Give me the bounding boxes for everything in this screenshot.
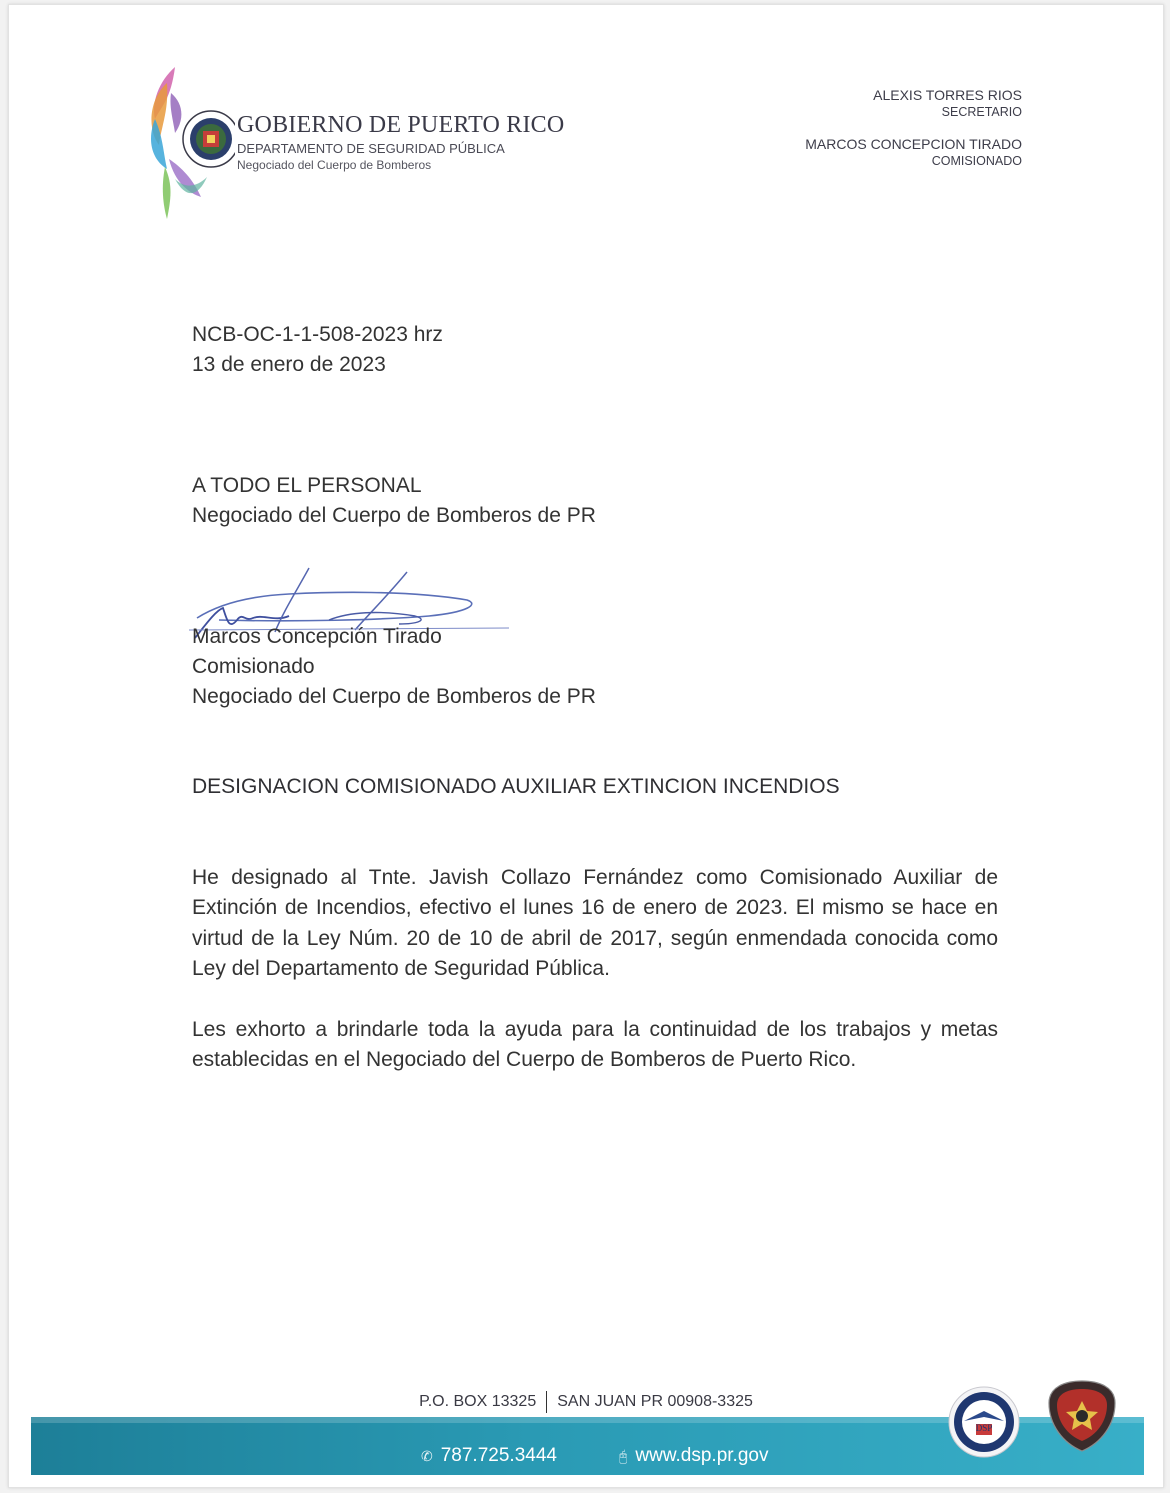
memo-subject: DESIGNACION COMISIONADO AUXILIAR EXTINCION INCENDIOS [192,775,840,798]
sender-org: Negociado del Cuerpo de Bomberos de PR [192,685,596,708]
recipient-org: Negociado del Cuerpo de Bomberos de PR [192,504,596,527]
department-name: DEPARTAMENTO DE SEGURIDAD PÚBLICA [237,141,505,156]
footer-website[interactable] [619,1445,768,1467]
sender-name: Marcos Concepción Tirado [192,625,442,648]
reference-number: NCB-OC-1-1-508-2023 hrz [192,323,443,346]
dsp-seal-icon [947,1385,1021,1459]
commissioner-name: MARCOS CONCEPCION TIRADO [805,136,1022,152]
sender-title: Comisionado [192,655,315,678]
commissioner-role: COMISIONADO [931,154,1022,168]
website-url[interactable]: www.dsp.pr.gov [635,1445,769,1466]
secretary-role: SECRETARIO [941,105,1022,119]
address-divider [546,1391,547,1413]
document-page [8,4,1164,1488]
body-paragraph-2: Les exhorto a brindarle toda la ayuda para la continuidad de los trabajos y metas establecidas en el Negociado del Cuerpo de Bomberos de Puerto Rico. [192,1018,998,1072]
phone-icon: ✆ [421,1448,433,1464]
body-paragraph-1: He designado al Tnte. Javish Collazo Fernández como Comisionado Auxiliar de Extinción de Incendios, efectivo el lunes 16 de enero de 2023. El mismo se hace en virtud de la Ley Núm. 20 de 10 de abril de 2017, según enmendada conocida como Ley del Departamento de Seguridad Pública. [192,866,998,980]
officials-block [805,87,1022,169]
phone-number: 787.725.3444 [440,1445,557,1466]
bureau-name: Negociado del Cuerpo de Bomberos [237,158,432,172]
city-zip: SAN JUAN PR 00908-3325 [557,1393,753,1411]
po-box: P.O. BOX 13325 [419,1393,537,1411]
footer-phone [421,1445,557,1467]
government-title: GOBIERNO DE PUERTO RICO [237,112,565,138]
secretary-name: ALEXIS TORRES RIOS [873,87,1022,103]
memo-date: 13 de enero de 2023 [192,353,386,376]
recipient-line: A TODO EL PERSONAL [192,474,422,497]
mouse-icon: 🖰 [619,1448,628,1464]
svg-text:DSP: DSP [975,1423,993,1433]
fire-department-seal-icon [1045,1379,1119,1453]
government-logo-icon [145,59,235,221]
